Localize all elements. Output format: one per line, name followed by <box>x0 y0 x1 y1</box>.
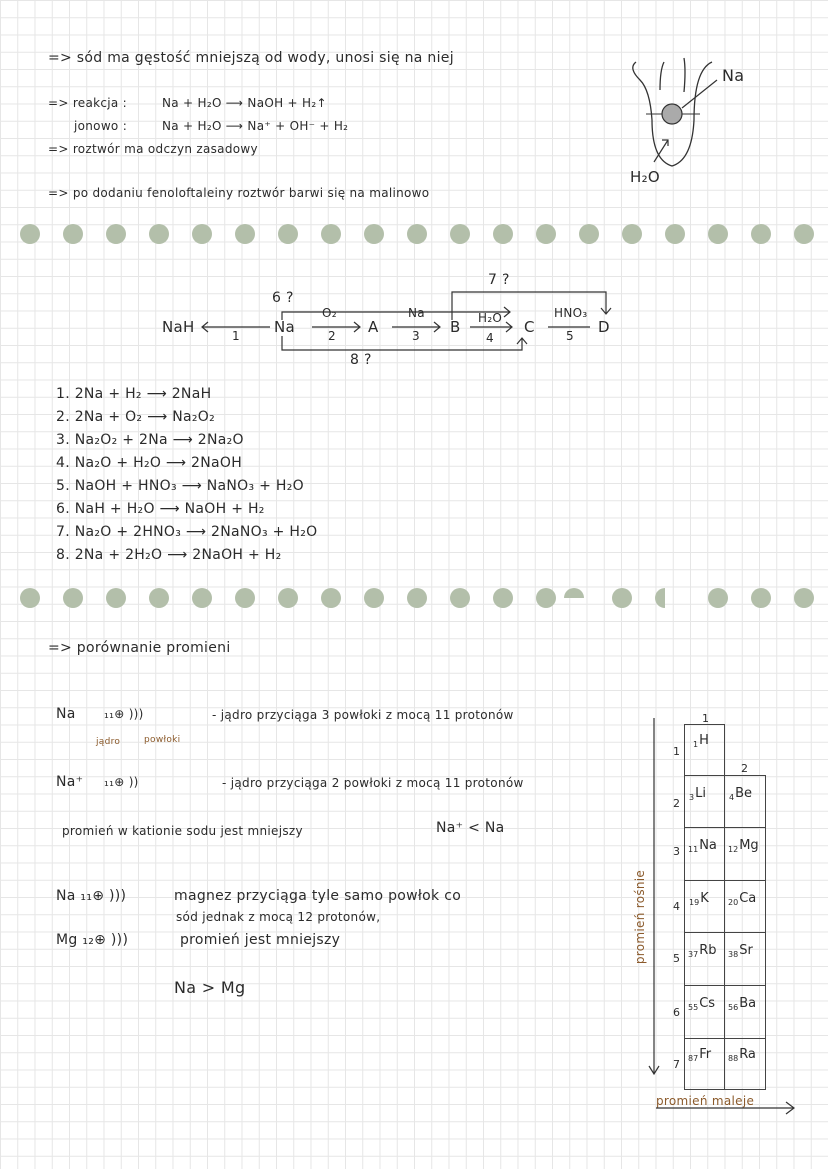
na-label: Na <box>56 706 76 722</box>
element-cell-ra: $_{88}$Ra <box>724 1038 766 1090</box>
figure-label-na: Na <box>722 66 745 85</box>
text-phenolphthalein: => po dodaniu fenoloftaleiny roztwór barwi się na malinowo <box>48 186 430 200</box>
scheme-nah: NaH <box>162 318 195 336</box>
scheme-num-7: 7 ? <box>488 272 510 288</box>
element-cell-h: $_1$H <box>684 724 725 776</box>
element-cell-ca: $_{20}$Ca <box>724 880 766 933</box>
equation-6: 6. NaH + H₂O ⟶ NaOH + H₂ <box>56 501 265 517</box>
radii-heading: => porównanie promieni <box>48 640 231 656</box>
text-density: => sód ma gęstość mniejszą od wody, unosi się na niej <box>48 50 454 66</box>
scheme-num-1: 1 <box>232 329 240 343</box>
reaction-label: => reakcja : <box>48 96 128 110</box>
scheme-num-3: 3 <box>412 329 420 343</box>
radius-increases-label: promień rośnie <box>633 869 647 965</box>
scheme-c: C <box>524 318 535 336</box>
mg-text-line2: sód jednak z mocą 12 protonów, <box>176 910 381 924</box>
scheme-d: D <box>598 318 610 336</box>
element-cell-fr: $_{87}$Fr <box>684 1038 725 1090</box>
scheme-na-reagent: Na <box>408 306 425 320</box>
scheme-na: Na <box>274 318 296 336</box>
cation-text: promień w kationie sodu jest mniejszy <box>62 824 303 838</box>
element-cell-sr: $_{38}$Sr <box>724 932 766 986</box>
group-2-label: 2 <box>741 762 748 775</box>
equation-5: 5. NaOH + HNO₃ ⟶ NaNO₃ + H₂O <box>56 478 304 494</box>
equation-3: 3. Na₂O₂ + 2Na ⟶ 2Na₂O <box>56 432 244 448</box>
scheme-b: B <box>450 318 461 336</box>
equation-7: 7. Na₂O + 2HNO₃ ⟶ 2NaNO₃ + H₂O <box>56 524 318 540</box>
element-cell-cs: $_{55}$Cs <box>684 985 725 1039</box>
label-jadro: jądro <box>96 737 121 747</box>
radius-decreases-label: promień maleje <box>656 1094 755 1108</box>
period-4: 4 <box>673 900 680 913</box>
mg-compare-na: Na ₁₁⊕ ))) <box>56 888 127 904</box>
scheme-num-2: 2 <box>328 329 336 343</box>
dot-divider-top <box>0 224 828 246</box>
scheme-num-8: 8 ? <box>350 352 372 368</box>
period-2: 2 <box>673 797 680 810</box>
mg-text-line1: magnez przyciąga tyle samo powłok co <box>174 888 462 904</box>
period-3: 3 <box>673 845 680 858</box>
ionic-label: jonowo : <box>74 119 128 133</box>
naplus-description: - jądro przyciąga 2 powłoki z mocą 11 protonów <box>222 776 524 790</box>
group-1-label: 1 <box>702 712 709 725</box>
ionic-equation: Na + H₂O ⟶ Na⁺ + OH⁻ + H₂ <box>162 119 349 133</box>
text-solution: => roztwór ma odczyn zasadowy <box>48 142 258 156</box>
scheme-num-4: 4 <box>486 331 494 345</box>
scheme-num-6: 6 ? <box>272 290 294 306</box>
equation-8: 8. 2Na + 2H₂O ⟶ 2NaOH + H₂ <box>56 547 282 563</box>
cation-comparison: Na⁺ < Na <box>436 820 505 836</box>
dot-divider-middle <box>0 588 828 610</box>
element-cell-mg: $_{12}$Mg <box>724 827 766 881</box>
mg-label: Mg ₁₂⊕ ))) <box>56 932 129 948</box>
period-5: 5 <box>673 952 680 965</box>
element-cell-k: $_{19}$K <box>684 880 725 933</box>
period-1: 1 <box>673 745 680 758</box>
equation-2: 2. 2Na + O₂ ⟶ Na₂O₂ <box>56 409 215 425</box>
naplus-label: Na⁺ <box>56 774 84 790</box>
scheme-h2o: H₂O <box>478 311 503 325</box>
reaction-equation: Na + H₂O ⟶ NaOH + H₂↑ <box>162 96 327 110</box>
mg-comparison: Na > Mg <box>174 978 246 997</box>
element-cell-ba: $_{56}$Ba <box>724 985 766 1039</box>
scheme-a: A <box>368 318 379 336</box>
mg-text-line3: promień jest mniejszy <box>180 932 341 948</box>
na-shells: ₁₁⊕ ))) <box>104 707 144 721</box>
period-7: 7 <box>673 1058 680 1071</box>
scheme-o2: O₂ <box>322 306 337 320</box>
equation-4: 4. Na₂O + H₂O ⟶ 2NaOH <box>56 455 243 471</box>
element-cell-rb: $_{37}$Rb <box>684 932 725 986</box>
element-cell-be: $_4$Be <box>724 775 766 828</box>
scheme-num-5: 5 <box>566 329 574 343</box>
figure-label-h2o: H₂O <box>630 168 660 186</box>
period-6: 6 <box>673 1006 680 1019</box>
equation-1: 1. 2Na + H₂ ⟶ 2NaH <box>56 386 212 402</box>
element-cell-li: $_3$Li <box>684 775 725 828</box>
scheme-hno3: HNO₃ <box>554 306 588 320</box>
na-description: - jądro przyciąga 3 powłoki z mocą 11 protonów <box>212 708 514 722</box>
naplus-shells: ₁₁⊕ )) <box>104 775 139 789</box>
element-cell-na: $_{11}$Na <box>684 827 725 881</box>
label-powloki: powłoki <box>144 735 181 745</box>
